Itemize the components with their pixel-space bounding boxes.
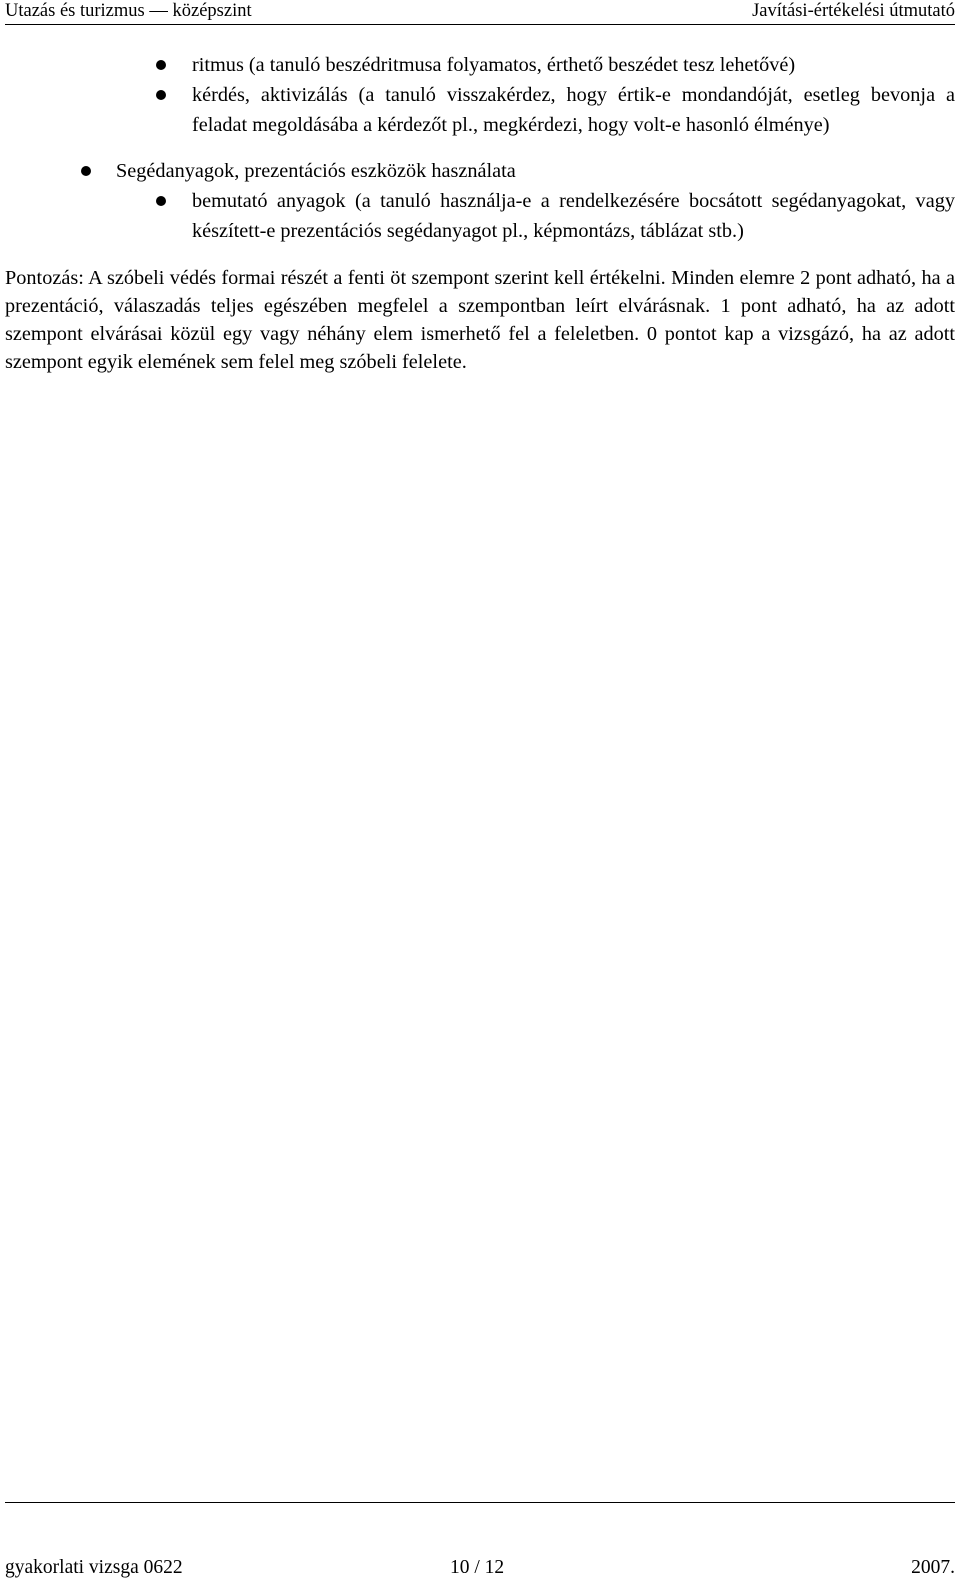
list-item-text: Segédanyagok, prezentációs eszközök használata bbox=[116, 160, 516, 182]
scoring-paragraph: Pontozás: A szóbeli védés formai részét a fenti öt szempont szerint kell értékelni. Minden elemre 2 pont adható, ha a prezentáció, válaszadás teljes egészében megfelel a szempontban leírt elvárásnak. 1 pont adható, ha az adott szempont elvárásai közül egy vagy néhány elem ismerhető fel a feleletben. 0 pontot kap a vizsgázó, ha az adott szempont egyik elemének sem felel meg szóbeli felelete. bbox=[5, 267, 955, 373]
list-item bbox=[5, 50, 955, 80]
header-divider bbox=[5, 24, 955, 25]
list-item bbox=[5, 80, 955, 140]
footer-exam-code: gyakorlati vizsga 0622 bbox=[5, 1557, 183, 1578]
bullet-icon bbox=[156, 90, 166, 100]
list-item bbox=[5, 186, 955, 246]
bullet-icon bbox=[156, 196, 166, 206]
footer-year: 2007. bbox=[911, 1557, 955, 1578]
header-document-type: Javítási-értékelési útmutató bbox=[752, 1, 955, 21]
page-header bbox=[5, 0, 955, 24]
bullet-icon bbox=[156, 60, 166, 70]
list-item bbox=[5, 156, 955, 186]
page-number: 10 / 12 bbox=[450, 1557, 505, 1578]
header-subject: Utazás és turizmus — középszint bbox=[5, 1, 252, 21]
list-item-text: ritmus (a tanuló beszédritmusa folyamatos, érthető beszédet tesz lehetővé) bbox=[192, 54, 796, 76]
bullet-icon bbox=[81, 166, 91, 176]
list-item-text: kérdés, aktivizálás (a tanuló visszakérdez, hogy értik-e mondandóját, esetleg bevonja a feladat megoldásába a kérdezőt pl., megkérdezi, hogy volt-e hasonló élménye) bbox=[192, 84, 955, 136]
footer-divider bbox=[5, 1502, 955, 1503]
page-content bbox=[5, 50, 955, 376]
list-item-text: bemutató anyagok (a tanuló használja-e a rendelkezésére bocsátott segédanyagokat, vagy készített-e prezentációs segédanyagot pl., képmontázs, táblázat stb.) bbox=[192, 190, 955, 242]
